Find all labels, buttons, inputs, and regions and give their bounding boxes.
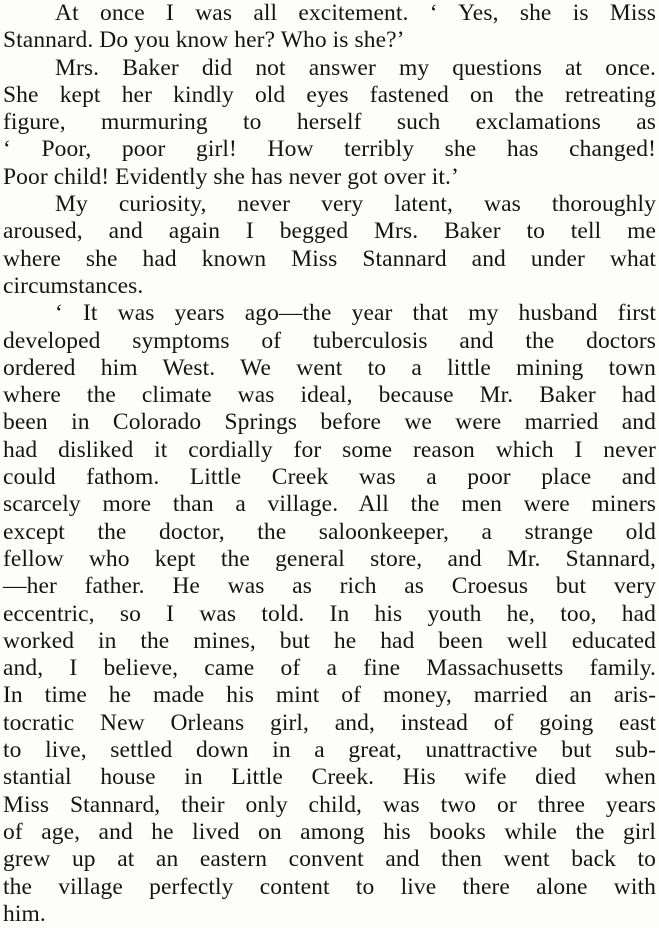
text-line: She kept her kindly old eyes fastened on the retreating xyxy=(3,81,656,108)
text-line: Mrs. Baker did not answer my questions at once. xyxy=(55,54,656,81)
text-line: where the climate was ideal, because Mr. Baker had xyxy=(3,382,656,409)
text-line: In time he made his mint of money, married an aris- xyxy=(3,682,656,709)
text-line: could fathom. Little Creek was a poor place and xyxy=(3,464,656,491)
text-line: ordered him West. We went to a little mining town xyxy=(3,354,656,381)
text-line: figure, murmuring to herself such exclamations as xyxy=(3,109,656,136)
text-line: had disliked it cordially for some reason which I never xyxy=(3,436,656,463)
text-line: Stannard. Do you know her? Who is she?’ xyxy=(3,27,405,54)
text-column xyxy=(3,0,656,928)
text-line: and, I believe, came of a fine Massachusetts family. xyxy=(3,655,656,682)
text-line: My curiosity, never very latent, was thoroughly xyxy=(55,191,656,218)
text-line: tocratic New Orleans girl, and, instead of going east xyxy=(3,709,656,736)
paragraph-2 xyxy=(3,55,656,191)
text-line: worked in the mines, but he had been well educated xyxy=(3,627,656,654)
text-line: ‘ It was years ago—the year that my husband first xyxy=(55,300,656,327)
paragraph-4 xyxy=(3,300,656,928)
text-line: stantial house in Little Creek. His wife died when xyxy=(3,764,656,791)
text-line: scarcely more than a village. All the men were miners xyxy=(3,491,656,518)
text-line: been in Colorado Springs before we were married and xyxy=(3,409,656,436)
text-line: At once I was all excitement. ‘ Yes, she is Miss xyxy=(55,0,656,26)
text-line: —her father. He was as rich as Croesus but very xyxy=(3,573,656,600)
text-line: where she had known Miss Stannard and under what xyxy=(3,245,656,272)
text-line: to live, settled down in a great, unattractive but sub- xyxy=(3,737,656,764)
text-line: him. xyxy=(3,900,46,927)
paragraph-1 xyxy=(3,0,656,55)
paragraph-3 xyxy=(3,191,656,300)
text-line: ‘ Poor, poor girl! How terribly she has changed! xyxy=(3,136,656,163)
text-line: Poor child! Evidently she has never got over it.’ xyxy=(3,163,459,190)
text-line: of age, and he lived on among his books while the girl xyxy=(3,818,656,845)
text-line: circumstances. xyxy=(3,272,144,299)
text-line: eccentric, so I was told. In his youth he, too, had xyxy=(3,600,656,627)
text-line: fellow who kept the general store, and Mr. Stannard, xyxy=(3,545,656,572)
text-line: aroused, and again I begged Mrs. Baker to tell me xyxy=(3,218,656,245)
text-line: the village perfectly content to live there alone with xyxy=(3,873,656,900)
text-line: except the doctor, the saloonkeeper, a strange old xyxy=(3,518,656,545)
text-line: Miss Stannard, their only child, was two or three years xyxy=(3,791,656,818)
text-line: grew up at an eastern convent and then went back to xyxy=(3,846,656,873)
text-line: developed symptoms of tuberculosis and the doctors xyxy=(3,327,656,354)
